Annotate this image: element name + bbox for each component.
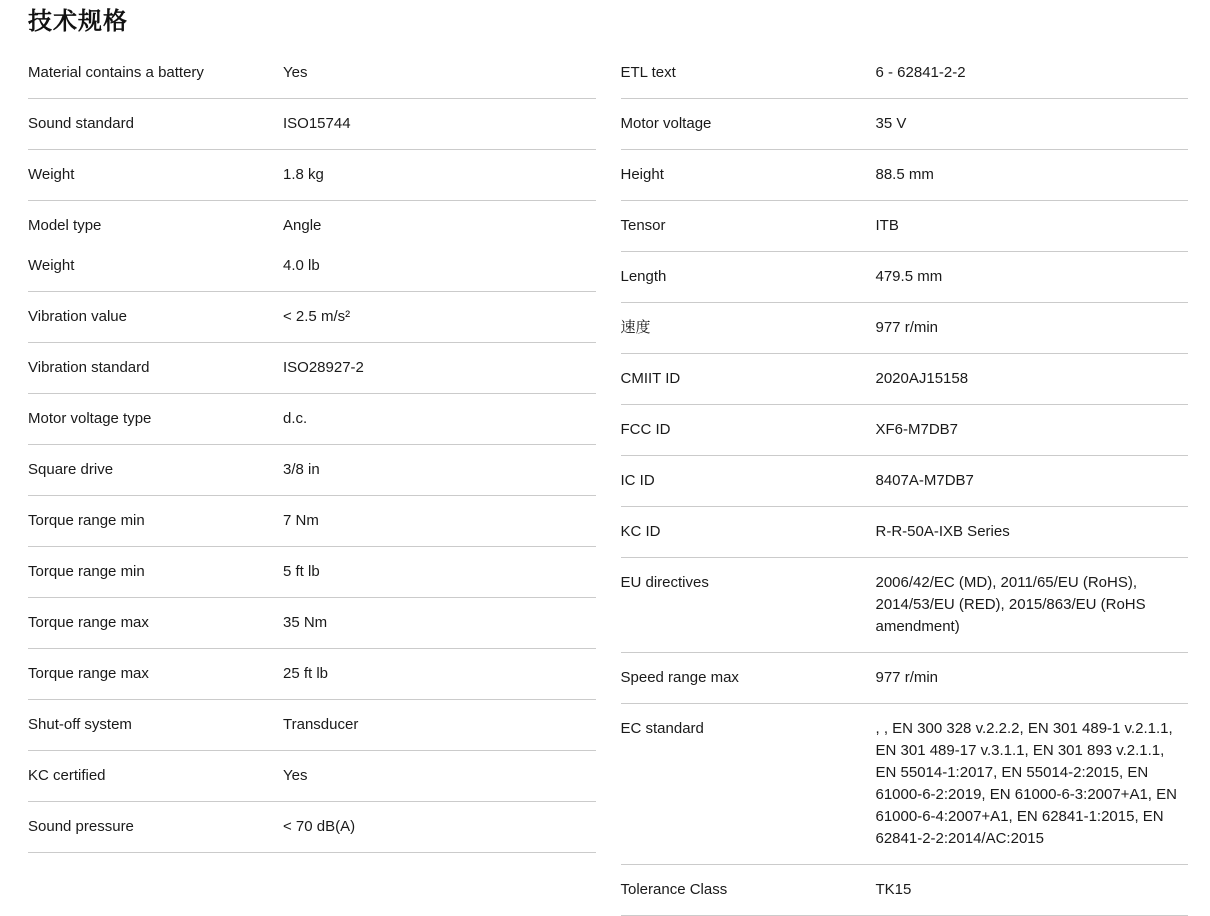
spec-label: Shut-off system (28, 716, 132, 733)
spec-pair (28, 113, 596, 135)
spec-value: 88.5 mm (875, 166, 934, 183)
spec-value: 2006/42/EC (MD), 2011/65/EU (RoHS), 2014/53/EU (RED), 2015/863/EU (RoHS amendment) (875, 574, 1146, 635)
table-row (621, 704, 1189, 865)
spec-value: Yes (283, 64, 308, 81)
spec-value: 25 ft lb (283, 665, 329, 682)
table-row (621, 653, 1189, 704)
table-row (621, 48, 1189, 99)
spec-pair (28, 408, 596, 430)
spec-label: Torque range min (28, 563, 145, 580)
table-row (621, 252, 1189, 303)
spec-value: 8407A-M7DB7 (875, 472, 974, 489)
spec-label: Square drive (28, 461, 114, 478)
spec-value: Transducer (283, 716, 359, 733)
spec-pair (621, 113, 1189, 135)
spec-label: FCC ID (620, 421, 671, 438)
table-row (621, 865, 1189, 916)
spec-pair (621, 215, 1189, 237)
spec-value: 1.8 kg (283, 166, 324, 183)
spec-label: Material contains a battery (28, 64, 204, 81)
spec-label: KC ID (620, 523, 661, 540)
spec-label: Model type (28, 217, 102, 234)
spec-label: Motor voltage (620, 115, 712, 132)
spec-pair (621, 266, 1189, 288)
spec-pair (28, 459, 596, 481)
table-row (621, 456, 1189, 507)
spec-value: XF6-M7DB7 (875, 421, 959, 438)
spec-value: ITB (875, 217, 899, 234)
spec-label: Tolerance Class (620, 881, 728, 898)
spec-pair (621, 368, 1189, 390)
spec-label: ETL text (620, 64, 676, 81)
spec-label: Weight (28, 257, 75, 274)
spec-label: EC standard (620, 720, 704, 737)
table-row (28, 201, 596, 292)
spec-value: 35 Nm (283, 614, 328, 631)
table-row (621, 201, 1189, 252)
table-row (28, 99, 596, 150)
spec-value: < 70 dB(A) (283, 818, 356, 835)
spec-value: Yes (283, 767, 308, 784)
table-row (28, 48, 596, 99)
spec-pair (621, 470, 1189, 492)
table-row (28, 802, 596, 853)
spec-label: Torque range max (28, 665, 149, 682)
spec-pair (28, 62, 596, 84)
spec-value: 4.0 lb (283, 257, 320, 274)
spec-label: Speed range max (620, 669, 739, 686)
spec-value: 2020AJ15158 (875, 370, 969, 387)
spec-pair (28, 612, 596, 634)
spec-pair (621, 521, 1189, 543)
spec-value: ISO28927-2 (283, 359, 364, 376)
spec-value: < 2.5 m/s² (283, 308, 351, 325)
spec-value: 977 r/min (875, 669, 939, 686)
table-row (28, 496, 596, 547)
spec-pair (28, 816, 596, 838)
spec-label: Weight (28, 166, 75, 183)
spec-pair (28, 561, 596, 583)
table-row (28, 700, 596, 751)
spec-pair (621, 419, 1189, 441)
spec-value: ISO15744 (283, 115, 351, 132)
table-row (621, 303, 1189, 354)
spec-pair (621, 317, 1189, 339)
page-title: 技术规格 (28, 8, 128, 35)
table-row (621, 99, 1189, 150)
spec-pair (621, 718, 1189, 850)
spec-value: 6 - 62841-2-2 (875, 64, 966, 81)
spec-value: 7 Nm (283, 512, 319, 529)
spec-value: R-R-50A-IXB Series (875, 523, 1010, 540)
spec-table (28, 48, 1188, 916)
spec-pair (28, 306, 596, 328)
spec-pair (621, 62, 1189, 84)
spec-value: TK15 (875, 881, 912, 898)
spec-pair (621, 667, 1189, 689)
spec-label: EU directives (620, 574, 709, 591)
spec-value: 3/8 in (283, 461, 320, 478)
spec-pair (621, 572, 1189, 638)
table-row (28, 751, 596, 802)
spec-value: 977 r/min (875, 319, 939, 336)
spec-pair (621, 164, 1189, 186)
spec-label: Vibration value (28, 308, 127, 325)
table-row (28, 547, 596, 598)
spec-label: KC certified (28, 767, 106, 784)
spec-pair (28, 714, 596, 736)
spec-label: CMIIT ID (620, 370, 681, 387)
spec-pair (28, 765, 596, 787)
table-row (28, 343, 596, 394)
table-row (28, 445, 596, 496)
spec-pair (28, 663, 596, 685)
spec-value: , , EN 300 328 v.2.2.2, EN 301 489-1 v.2.1.1, EN 301 489-17 v.3.1.1, EN 301 893 v.2.1.1, EN 55014-1:2017, EN 55014-2:2015, EN 61000-6-2:2019, EN 61000-6-3:2007+A1, EN 61000-6-4:2007+A1, EN 62841-1:2015, EN 62841-2-2:2014/AC:2015 (875, 720, 1177, 847)
table-row (621, 507, 1189, 558)
spec-value: d.c. (283, 410, 308, 427)
spec-pair (28, 510, 596, 532)
spec-value: 5 ft lb (283, 563, 320, 580)
table-row (621, 405, 1189, 456)
table-row (28, 150, 596, 201)
spec-column-right (621, 48, 1189, 916)
spec-label: 速度 (620, 319, 651, 336)
spec-label: IC ID (620, 472, 655, 489)
spec-value: 35 V (875, 115, 907, 132)
table-row (28, 598, 596, 649)
spec-pair (621, 879, 1189, 901)
spec-label: Sound pressure (28, 818, 134, 835)
table-row (621, 558, 1189, 653)
spec-label: Vibration standard (28, 359, 150, 376)
table-row (28, 649, 596, 700)
table-row (28, 292, 596, 343)
spec-label: Motor voltage type (28, 410, 152, 427)
spec-value: Angle (283, 217, 322, 234)
table-row (621, 150, 1189, 201)
spec-pair (28, 357, 596, 379)
spec-label: Tensor (620, 217, 666, 234)
spec-value: 479.5 mm (875, 268, 943, 285)
spec-label: Length (620, 268, 667, 285)
spec-column-left (28, 48, 596, 853)
table-row (621, 354, 1189, 405)
spec-label: Sound standard (28, 115, 134, 132)
spec-pair (28, 164, 596, 186)
spec-pair (28, 255, 596, 277)
spec-label: Height (620, 166, 664, 183)
spec-label: Torque range min (28, 512, 145, 529)
table-row (28, 394, 596, 445)
spec-pair (28, 215, 596, 237)
spec-label: Torque range max (28, 614, 149, 631)
